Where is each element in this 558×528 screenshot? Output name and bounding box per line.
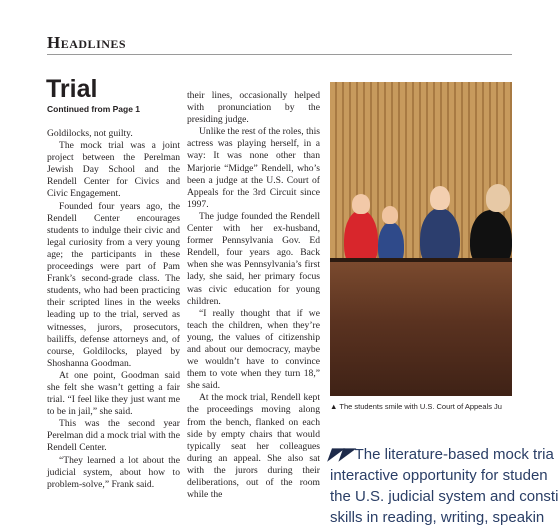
paragraph: The judge founded the Rendell Center with her ex-husband, former Pennsylvania Gov. Ed Rendell, four years ago. Back when she was Pennsylvania’s first lady, she said, her primary focus was civic education for young children. xyxy=(187,210,320,307)
paragraph: At the mock trial, Rendell kept the proceedings moving along from the bench, flanked on each side by empty chairs that would typically seat her colleagues during an appeal. She also sat with the jurors during their deliberations, out of the room while the xyxy=(187,392,320,501)
paragraph: Founded four years ago, the Rendell Center encourages students to indulge their civic and legal curiosity from a very young age; the participants in these proceedings were part of Pam Frank’s second-grade class. The students, who had been practicing their scripted lines in the weeks leading up to the trial, served as witnesses, jurors, prosecutors, bailiffs, defense attorneys and, of course, Goldilocks, played by Shoshanna Goodman. xyxy=(47,200,180,369)
courtroom-photo xyxy=(330,82,512,396)
pull-quote-line: ◤◤The literature-based mock tria xyxy=(326,446,554,463)
photo-caption: ▲ The students smile with U.S. Court of Appeals Ju xyxy=(330,402,502,411)
student-figure xyxy=(430,186,450,210)
paragraph: At one point, Goodman said she felt she wasn’t getting a fair trial. “I feel like they just want me to be in jail,” she said. xyxy=(47,369,180,418)
header-rule xyxy=(47,54,512,55)
paragraph: This was the second year Perelman did a mock trial with the Rendell Center. xyxy=(47,418,180,454)
paragraph: Unlike the rest of the roles, this actress was playing herself, in a way: It was none other than Marjorie “Midge” Rendell, who’s been a judge at the U.S. Court of Appeals for the 3rd Circuit since 1997. xyxy=(187,126,320,210)
pull-quote-line: interactive opportunity for studen xyxy=(330,467,548,484)
pull-quote-line: skills in reading, writing, speakin xyxy=(330,509,545,526)
continued-label: Continued from Page 1 xyxy=(47,104,141,114)
paragraph: their lines, occasionally helped with pronunciation by the presiding judge. xyxy=(187,90,320,126)
student-figure xyxy=(352,194,370,214)
paragraph: The mock trial was a joint project between the Perelman Jewish Day School and the Rendell Center for Civics and Civic Engagement. xyxy=(47,140,180,200)
judges-bench xyxy=(330,262,512,396)
pull-quote xyxy=(326,444,558,528)
article-title: Trial xyxy=(46,75,98,103)
article-column-2 xyxy=(187,90,320,501)
pull-quote-line: the U.S. judicial system and consti xyxy=(330,488,558,505)
paragraph: “They learned a lot about the judicial system, about how to problem-solve,” Frank said. xyxy=(47,454,180,490)
paragraph: “I really thought that if we teach the children, when they’re young, the values of citizenship and about our democracy, maybe we wouldn’t have to convince them to vote when they turn 18,” she said. xyxy=(187,307,320,392)
student-figure xyxy=(382,206,398,224)
quote-mark-icon: ◤◤ xyxy=(326,446,356,463)
paragraph: Goldilocks, not guilty. xyxy=(47,128,133,139)
section-header: Headlines xyxy=(47,33,127,52)
article-column-1 xyxy=(47,128,180,491)
judge-figure xyxy=(486,184,510,212)
